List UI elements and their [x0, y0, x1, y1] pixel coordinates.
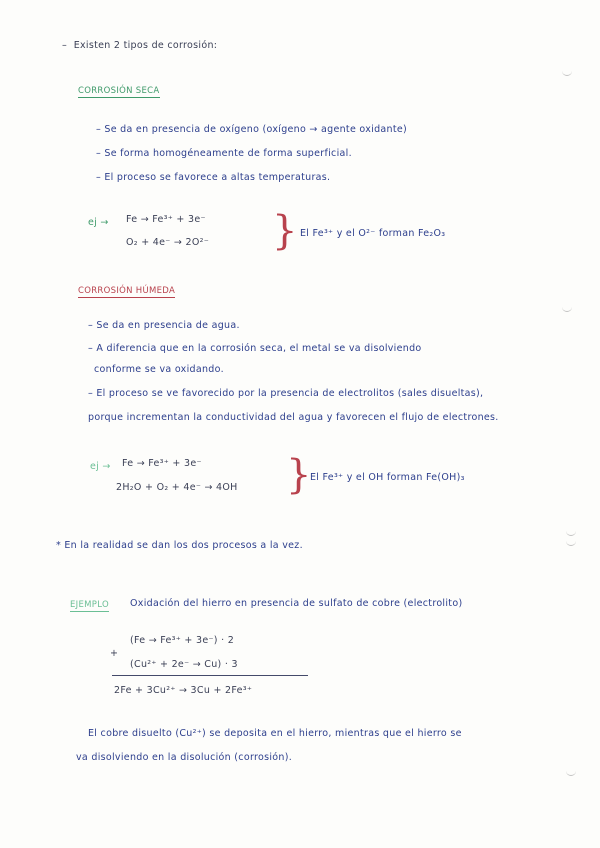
dry-heading: CORROSIÓN SECA	[78, 86, 160, 96]
example-heading: EJEMPLO	[70, 600, 109, 610]
dry-equation-note: El Fe³⁺ y el O²⁻ forman Fe₂O₃	[300, 228, 446, 239]
example-half-reaction-1: (Fe → Fe³⁺ + 3e⁻) · 2	[130, 635, 235, 646]
wet-item-3-cont: porque incrementan la conductividad del agua y favorecen el flujo de electrones.	[88, 412, 499, 423]
reality-note: * En la realidad se dan los dos procesos a la vez.	[56, 540, 303, 551]
wet-equation-1: Fe → Fe³⁺ + 3e⁻	[122, 458, 202, 469]
dry-brace: }	[272, 208, 298, 254]
intro-text: Existen 2 tipos de corrosión:	[73, 40, 218, 51]
example-plus-sign: +	[110, 648, 119, 659]
wet-brace: }	[286, 452, 312, 498]
wet-equation-2: 2H₂O + O₂ + 4e⁻ → 4OH	[116, 482, 238, 493]
example-conclusion-1: El cobre disuelto (Cu²⁺) se deposita en el hierro, mientras que el hierro se	[88, 728, 462, 739]
sum-line	[112, 675, 308, 676]
wet-item-1: – Se da en presencia de agua.	[88, 320, 240, 331]
example-global-reaction: 2Fe + 3Cu²⁺ → 3Cu + 2Fe³⁺	[114, 685, 253, 696]
edge-mark	[562, 306, 572, 312]
wet-item-2-cont: conforme se va oxidando.	[94, 364, 224, 375]
edge-mark	[566, 530, 576, 536]
dry-equation-1: Fe → Fe³⁺ + 3e⁻	[126, 214, 206, 225]
edge-mark	[566, 770, 576, 776]
dry-item-1: – Se da en presencia de oxígeno (oxígeno → agente oxidante)	[96, 124, 408, 135]
wet-example-label: ej →	[90, 461, 111, 472]
edge-mark	[562, 70, 572, 76]
dry-item-3: – El proceso se favorece a altas temperaturas.	[96, 172, 331, 183]
intro-bullet: –	[62, 40, 68, 51]
wet-equation-note: El Fe³⁺ y el OH forman Fe(OH)₃	[310, 472, 465, 483]
dry-item-2: – Se forma homogéneamente de forma superficial.	[96, 148, 352, 159]
dry-equation-2: O₂ + 4e⁻ → 2O²⁻	[126, 237, 210, 248]
example-conclusion-2: va disolviendo en la disolución (corrosión).	[76, 752, 293, 763]
dry-example-label: ej →	[88, 217, 109, 228]
wet-heading: CORROSIÓN HÚMEDA	[78, 286, 176, 296]
edge-mark	[566, 540, 576, 546]
wet-item-2: – A diferencia que en la corrosión seca, el metal se va disolviendo	[88, 343, 422, 354]
intro-line	[62, 40, 217, 51]
example-description: Oxidación del hierro en presencia de sulfato de cobre (electrolito)	[130, 598, 463, 609]
example-half-reaction-2: (Cu²⁺ + 2e⁻ → Cu) · 3	[130, 659, 238, 670]
wet-item-3: – El proceso se ve favorecido por la presencia de electrolitos (sales disueltas),	[88, 388, 484, 399]
